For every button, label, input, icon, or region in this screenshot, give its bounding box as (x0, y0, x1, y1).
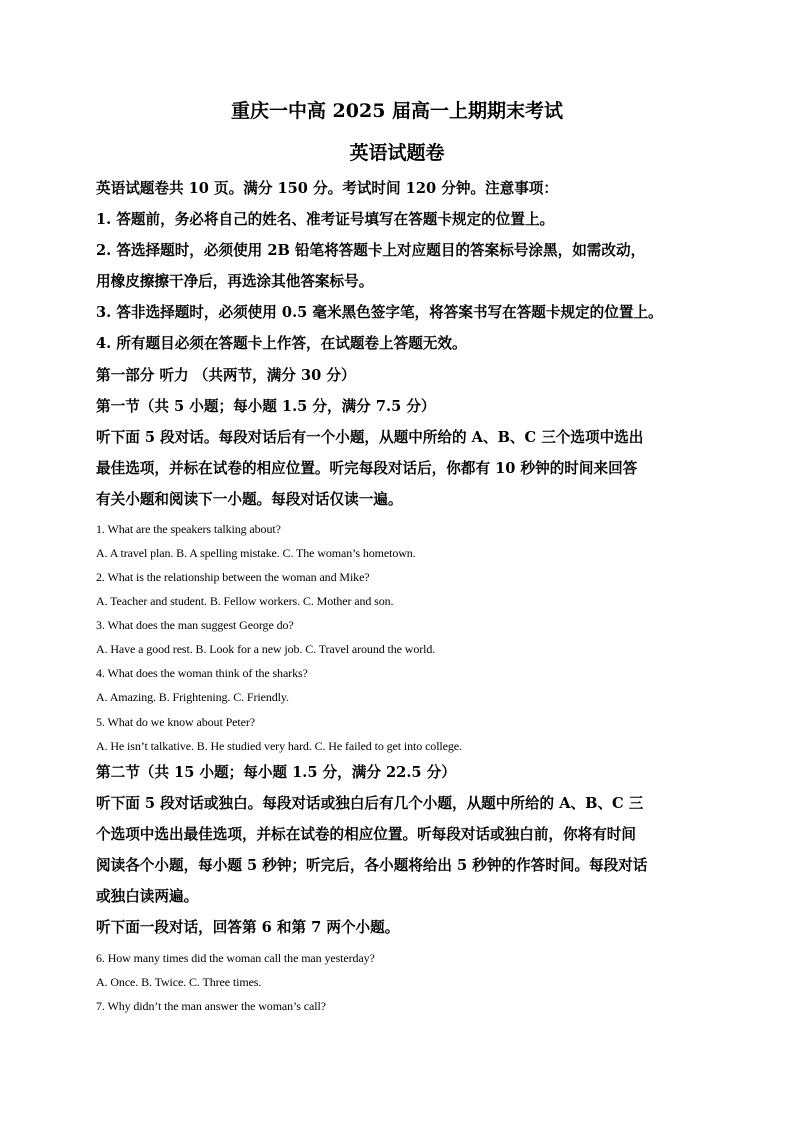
question-options: A. A travel plan. B. A spelling mistake. C. The woman’s hometown. (96, 546, 416, 560)
question-text: 4. What does the woman think of the sharks? (96, 666, 308, 680)
question-text: 2. What is the relationship between the woman and Mike? (96, 570, 370, 584)
instruction-item: 1. 答题前，务必将自己的姓名、准考证号填写在答题卡规定的位置上。 (96, 211, 555, 228)
exam-title: 重庆一中高 2025 届高一上期期末考试 (230, 100, 564, 122)
question-options: A. He isn’t talkative. B. He studied very hard. C. He failed to get into college. (96, 739, 462, 753)
question-options: A. Have a good rest. B. Look for a new job. C. Travel around the world. (96, 642, 436, 656)
section2-directions: 阅读各个小题，每小题 5 秒钟；听完后，各小题将给出 5 秒钟的作答时间。每段对话 (96, 857, 648, 874)
section2-directions: 听下面 5 段对话或独白。每段对话或独白后有几个小题，从题中所给的 A、B、C 三 (96, 795, 644, 812)
instruction-item: 2. 答选择题时，必须使用 2B 铅笔将答题卡上对应题目的答案标号涂黑，如需改动， (96, 242, 646, 259)
group-intro: 听下面一段对话，回答第 6 和第 7 两个小题。 (96, 919, 400, 936)
section1-heading: 第一节（共 5 小题；每小题 1.5 分，满分 7.5 分） (96, 398, 436, 415)
question-text: 3. What does the man suggest George do? (96, 618, 294, 632)
question-options: A. Amazing. B. Frightening. C. Friendly. (96, 690, 289, 704)
question-text: 1. What are the speakers talking about? (96, 522, 281, 536)
question-options: A. Once. B. Twice. C. Three times. (96, 975, 262, 989)
section1-directions: 听下面 5 段对话。每段对话后有一个小题，从题中所给的 A、B、C 三个选项中选出 (96, 429, 644, 446)
instruction-item: 3. 答非选择题时，必须使用 0.5 毫米黑色签字笔，将答案书写在答题卡规定的位置上。 (96, 304, 663, 321)
section2-directions: 或独白读两遍。 (96, 888, 199, 905)
instruction-item: 4. 所有题目必须在答题卡上作答，在试题卷上答题无效。 (96, 335, 467, 352)
part1-heading: 第一部分 听力 （共两节，满分 30 分） (96, 367, 356, 384)
section1-directions: 最佳选项，并标在试卷的相应位置。听完每段对话后，你都有 10 秒钟的时间来回答 (96, 460, 638, 477)
instructions-intro: 英语试题卷共 10 页。满分 150 分。考试时间 120 分钟。注意事项： (96, 180, 558, 197)
section2-heading: 第二节（共 15 小题；每小题 1.5 分，满分 22.5 分） (96, 764, 456, 781)
instruction-item: 用橡皮擦擦干净后，再选涂其他答案标号。 (96, 273, 374, 290)
exam-subtitle: 英语试题卷 (349, 142, 445, 164)
question-text: 5. What do we know about Peter? (96, 715, 255, 729)
question-options: A. Teacher and student. B. Fellow workers. C. Mother and son. (96, 594, 394, 608)
section2-directions: 个选项中选出最佳选项，并标在试卷的相应位置。听每段对话或独白前，你将有时间 (96, 826, 636, 843)
question-text: 6. How many times did the woman call the man yesterday? (96, 951, 375, 965)
question-text: 7. Why didn’t the man answer the woman’s call? (96, 999, 326, 1013)
section1-directions: 有关小题和阅读下一小题。每段对话仅读一遍。 (96, 491, 403, 508)
